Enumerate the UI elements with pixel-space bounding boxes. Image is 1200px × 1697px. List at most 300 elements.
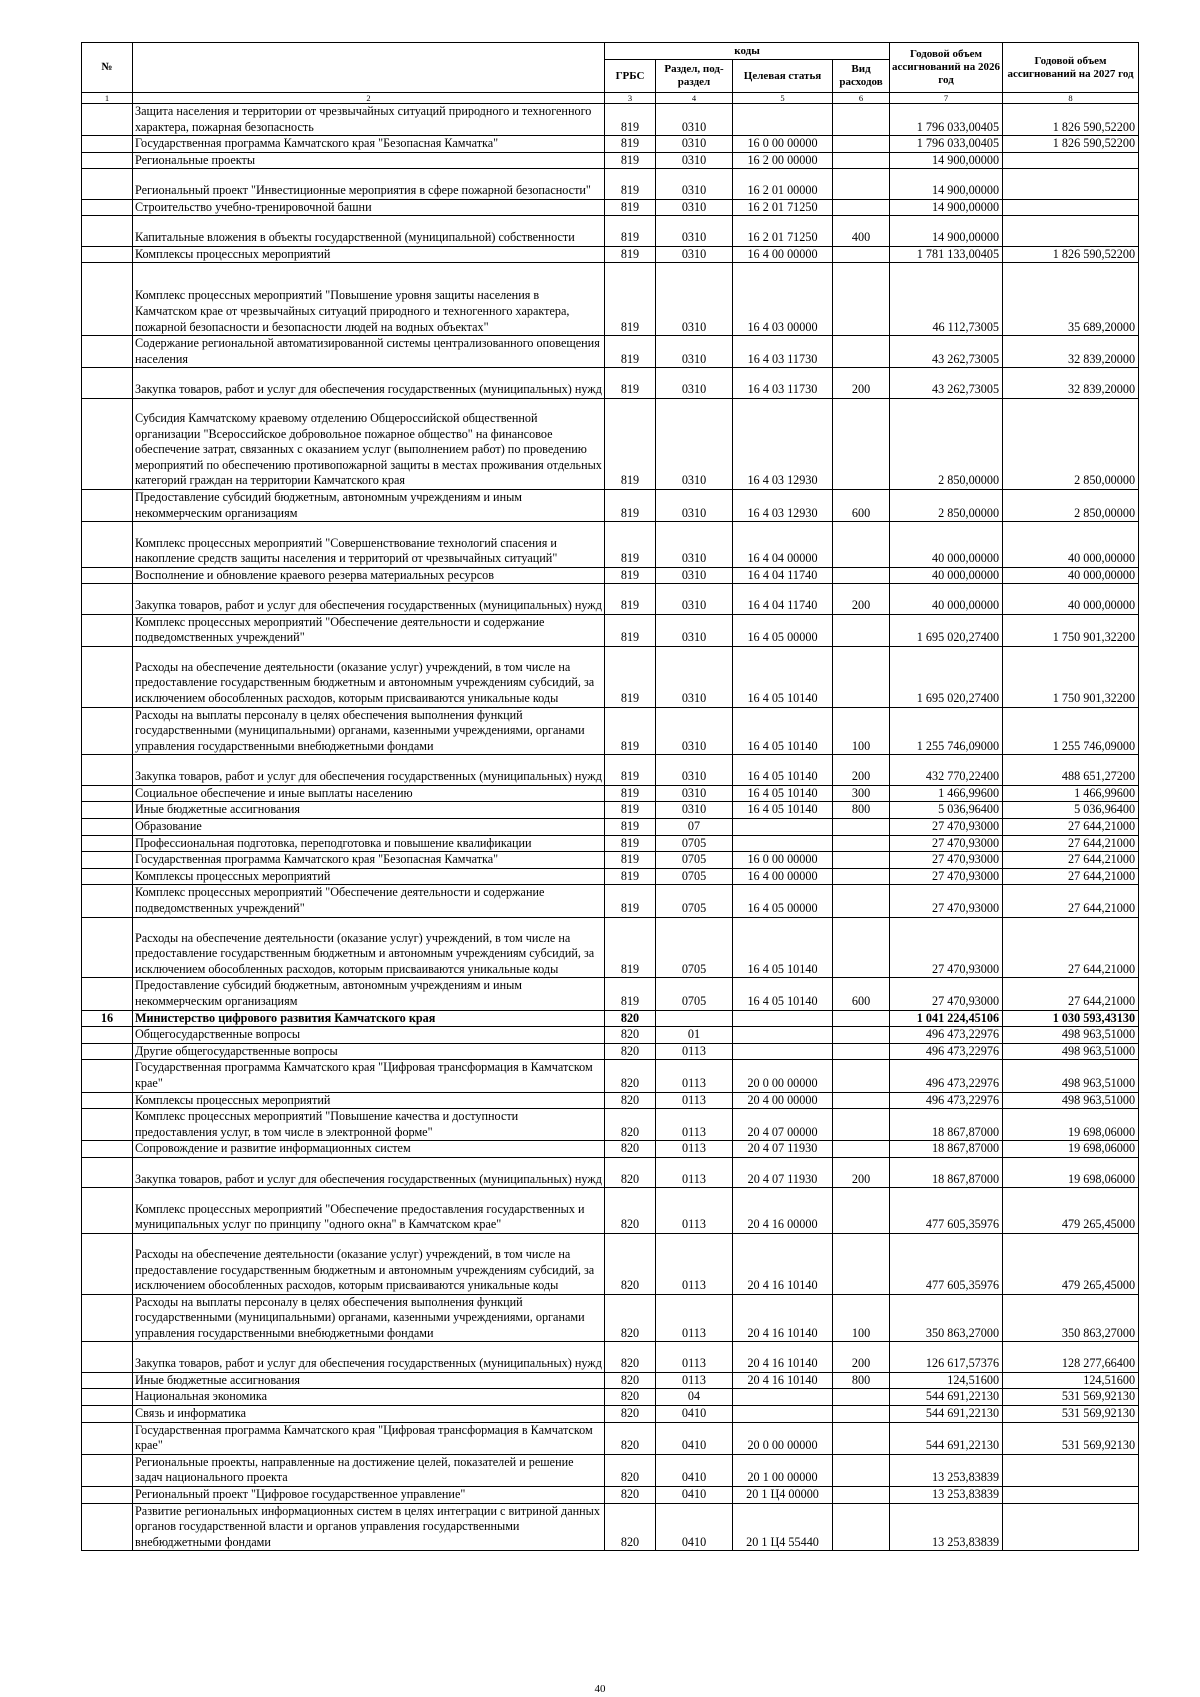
row-section: 0310 [656, 646, 733, 707]
row-grbs: 819 [605, 707, 656, 755]
row-amount-2026: 1 695 020,27400 [890, 646, 1003, 707]
row-amount-2026: 13 253,83839 [890, 1503, 1003, 1551]
table-row [82, 199, 1139, 216]
table-row [82, 614, 1139, 646]
row-section: 0113 [656, 1109, 733, 1141]
row-section: 0310 [656, 263, 733, 336]
row-amount-2026: 27 470,93000 [890, 819, 1003, 836]
row-amount-2027: 27 644,21000 [1003, 819, 1139, 836]
row-amount-2027: 5 036,96400 [1003, 802, 1139, 819]
row-target-article: 16 4 05 00000 [733, 614, 833, 646]
row-section: 0310 [656, 614, 733, 646]
row-grbs: 819 [605, 646, 656, 707]
table-row [82, 1233, 1139, 1294]
row-section: 07 [656, 819, 733, 836]
row-amount-2027: 498 963,51000 [1003, 1043, 1139, 1060]
row-expense-type: 200 [833, 584, 890, 614]
row-number [82, 336, 133, 368]
row-amount-2027: 1 826 590,52200 [1003, 104, 1139, 136]
table-row [82, 1422, 1139, 1454]
row-target-article: 20 0 00 00000 [733, 1422, 833, 1454]
table-body [82, 104, 1139, 1551]
table-row [82, 584, 1139, 614]
table-row [82, 169, 1139, 199]
row-amount-2026: 18 867,87000 [890, 1109, 1003, 1141]
row-number [82, 1060, 133, 1092]
row-target-article [733, 104, 833, 136]
row-amount-2026: 1 255 746,09000 [890, 707, 1003, 755]
row-section: 0410 [656, 1487, 733, 1504]
row-expense-type: 200 [833, 1157, 890, 1187]
row-amount-2027 [1003, 1487, 1139, 1504]
row-target-article: 20 4 16 10140 [733, 1372, 833, 1389]
row-name: Социальное обеспечение и иные выплаты населению [133, 785, 605, 802]
row-number [82, 885, 133, 917]
table-row [82, 216, 1139, 246]
row-amount-2026: 43 262,73005 [890, 368, 1003, 398]
row-grbs: 819 [605, 136, 656, 153]
column-number-2: 2 [133, 93, 605, 104]
row-amount-2027: 498 963,51000 [1003, 1027, 1139, 1044]
row-section: 0310 [656, 707, 733, 755]
row-name: Комплекс процессных мероприятий "Обеспечение деятельности и содержание подведомственных учреждений" [133, 885, 605, 917]
row-number [82, 802, 133, 819]
row-section: 0410 [656, 1406, 733, 1423]
row-expense-type [833, 246, 890, 263]
column-number-4: 4 [656, 93, 733, 104]
row-expense-type [833, 199, 890, 216]
row-target-article: 16 4 03 11730 [733, 368, 833, 398]
row-section: 0410 [656, 1503, 733, 1551]
row-name: Закупка товаров, работ и услуг для обеспечения государственных (муниципальных) нужд [133, 368, 605, 398]
row-target-article: 20 1 00 00000 [733, 1454, 833, 1486]
row-section: 0310 [656, 584, 733, 614]
row-target-article: 16 4 04 00000 [733, 522, 833, 568]
row-number [82, 1487, 133, 1504]
row-name: Закупка товаров, работ и услуг для обеспечения государственных (муниципальных) нужд [133, 584, 605, 614]
row-amount-2026: 350 863,27000 [890, 1294, 1003, 1342]
row-name: Расходы на выплаты персоналу в целях обеспечения выполнения функций государственными (муниципальными) органами, казенными учреждениями, органами управления государственными внебюджетными фондами [133, 1294, 605, 1342]
row-expense-type: 300 [833, 785, 890, 802]
row-number [82, 1503, 133, 1551]
table-row [82, 1092, 1139, 1109]
row-name: Расходы на обеспечение деятельности (оказание услуг) учреждений, в том числе на предоставление государственным бюджетным и автономным учреждениям субсидий, за исключением обособленных расходов, которым присваиваются уникальные коды [133, 646, 605, 707]
row-grbs: 820 [605, 1010, 656, 1027]
row-name: Профессиональная подготовка, переподготовка и повышение квалификации [133, 835, 605, 852]
row-target-article: 16 2 01 71250 [733, 216, 833, 246]
header-target: Целевая статья [733, 60, 833, 93]
row-target-article: 16 4 05 10140 [733, 646, 833, 707]
row-amount-2026: 2 850,00000 [890, 398, 1003, 489]
row-target-article: 16 2 01 00000 [733, 169, 833, 199]
row-section: 0310 [656, 336, 733, 368]
row-expense-type [833, 398, 890, 489]
row-grbs: 820 [605, 1109, 656, 1141]
header-2027: Годовой объем ассигнований на 2027 год [1003, 43, 1139, 93]
row-grbs: 820 [605, 1389, 656, 1406]
row-name: Субсидия Камчатскому краевому отделению Общероссийской общественной организации "Всероссийское добровольное пожарное общество" на финансовое обеспечение затрат, связанных с оказанием услуг (выполнением работ) по проведению мероприятий по обеспечению противопожарной защиты в местах проживания отдельных категорий граждан на территории Камчатского края [133, 398, 605, 489]
row-name: Защита населения и территории от чрезвычайных ситуаций природного и техногенного характера, пожарная безопасность [133, 104, 605, 136]
row-amount-2026: 14 900,00000 [890, 216, 1003, 246]
column-number-1: 1 [82, 93, 133, 104]
row-section: 0310 [656, 246, 733, 263]
row-target-article [733, 835, 833, 852]
table-row [82, 852, 1139, 869]
row-expense-type [833, 1406, 890, 1423]
row-name: Связь и информатика [133, 1406, 605, 1423]
row-name: Развитие региональных информационных систем в целях интеграции с витриной данных органов государственной власти и органов управления государственными внебюджетными фондами [133, 1503, 605, 1551]
row-number [82, 646, 133, 707]
row-name: Региональный проект "Инвестиционные мероприятия в сфере пожарной безопасности" [133, 169, 605, 199]
table-row [82, 1454, 1139, 1486]
row-grbs: 819 [605, 584, 656, 614]
row-section: 0113 [656, 1372, 733, 1389]
row-number [82, 1233, 133, 1294]
row-section: 0113 [656, 1157, 733, 1187]
row-expense-type [833, 104, 890, 136]
row-name: Региональные проекты [133, 152, 605, 169]
row-number [82, 1342, 133, 1372]
row-amount-2027: 1 826 590,52200 [1003, 136, 1139, 153]
table-row [82, 1157, 1139, 1187]
row-section: 0310 [656, 368, 733, 398]
table-row [82, 1389, 1139, 1406]
row-grbs: 819 [605, 785, 656, 802]
row-section: 0310 [656, 755, 733, 785]
row-grbs: 820 [605, 1454, 656, 1486]
row-amount-2026: 27 470,93000 [890, 978, 1003, 1010]
row-expense-type [833, 336, 890, 368]
row-amount-2026: 1 041 224,45106 [890, 1010, 1003, 1027]
row-amount-2027: 32 839,20000 [1003, 368, 1139, 398]
row-grbs: 820 [605, 1157, 656, 1187]
row-amount-2026: 1 695 020,27400 [890, 614, 1003, 646]
row-number [82, 368, 133, 398]
row-expense-type: 600 [833, 978, 890, 1010]
row-expense-type [833, 1188, 890, 1234]
row-amount-2026: 496 473,22976 [890, 1027, 1003, 1044]
row-grbs: 820 [605, 1294, 656, 1342]
row-name: Национальная экономика [133, 1389, 605, 1406]
column-number-3: 3 [605, 93, 656, 104]
row-name: Комплексы процессных мероприятий [133, 868, 605, 885]
row-number [82, 1027, 133, 1044]
row-expense-type [833, 1454, 890, 1486]
row-name: Другие общегосударственные вопросы [133, 1043, 605, 1060]
row-expense-type [833, 917, 890, 978]
row-target-article [733, 1010, 833, 1027]
row-name: Комплекс процессных мероприятий "Повышение уровня защиты населения в Камчатском крае от чрезвычайных ситуаций природного и техногенного характера, пожарной безопасности и безопасности людей на водных объектах" [133, 263, 605, 336]
header-number: № [82, 43, 133, 93]
row-grbs: 820 [605, 1141, 656, 1158]
row-amount-2026: 126 617,57376 [890, 1342, 1003, 1372]
row-name: Иные бюджетные ассигнования [133, 802, 605, 819]
row-section: 0310 [656, 136, 733, 153]
row-target-article [733, 1406, 833, 1423]
row-amount-2026: 40 000,00000 [890, 584, 1003, 614]
row-expense-type [833, 136, 890, 153]
row-grbs: 820 [605, 1422, 656, 1454]
row-number [82, 567, 133, 584]
row-number [82, 868, 133, 885]
row-expense-type [833, 1141, 890, 1158]
row-name: Расходы на обеспечение деятельности (оказание услуг) учреждений, в том числе на предоставление государственным бюджетным и автономным учреждениям субсидий, за исключением обособленных расходов, которым присваиваются уникальные коды [133, 917, 605, 978]
row-grbs: 819 [605, 368, 656, 398]
row-grbs: 819 [605, 199, 656, 216]
row-name: Государственная программа Камчатского края "Цифровая трансформация в Камчатском крае" [133, 1060, 605, 1092]
row-target-article: 20 4 16 00000 [733, 1188, 833, 1234]
row-expense-type: 800 [833, 1372, 890, 1389]
row-number [82, 1454, 133, 1486]
row-expense-type [833, 1027, 890, 1044]
row-name: Комплекс процессных мероприятий "Обеспечение деятельности и содержание подведомственных учреждений" [133, 614, 605, 646]
row-number [82, 1294, 133, 1342]
row-number [82, 216, 133, 246]
row-expense-type: 200 [833, 755, 890, 785]
row-amount-2027: 35 689,20000 [1003, 263, 1139, 336]
row-target-article: 16 2 00 00000 [733, 152, 833, 169]
row-amount-2026: 27 470,93000 [890, 868, 1003, 885]
row-section: 0113 [656, 1294, 733, 1342]
row-number [82, 978, 133, 1010]
row-amount-2026: 1 781 133,00405 [890, 246, 1003, 263]
row-grbs: 819 [605, 819, 656, 836]
table-row [82, 1406, 1139, 1423]
table-row [82, 646, 1139, 707]
row-name: Предоставление субсидий бюджетным, автономным учреждениям и иным некоммерческим организациям [133, 489, 605, 521]
header-section: Раздел, под-раздел [656, 60, 733, 93]
row-section: 0705 [656, 868, 733, 885]
row-grbs: 820 [605, 1372, 656, 1389]
row-section: 0113 [656, 1233, 733, 1294]
row-amount-2026: 496 473,22976 [890, 1043, 1003, 1060]
row-section: 0310 [656, 169, 733, 199]
row-amount-2027: 531 569,92130 [1003, 1389, 1139, 1406]
row-amount-2026: 14 900,00000 [890, 199, 1003, 216]
row-name: Государственная программа Камчатского края "Безопасная Камчатка" [133, 136, 605, 153]
row-amount-2026: 40 000,00000 [890, 567, 1003, 584]
row-expense-type [833, 1487, 890, 1504]
row-amount-2026: 40 000,00000 [890, 522, 1003, 568]
row-name: Министерство цифрового развития Камчатского края [133, 1010, 605, 1027]
row-section: 0113 [656, 1092, 733, 1109]
row-amount-2026: 18 867,87000 [890, 1157, 1003, 1187]
table-row [82, 1487, 1139, 1504]
row-amount-2026: 432 770,22400 [890, 755, 1003, 785]
row-grbs: 819 [605, 169, 656, 199]
row-target-article [733, 1027, 833, 1044]
row-expense-type: 100 [833, 707, 890, 755]
row-expense-type [833, 1503, 890, 1551]
row-grbs: 820 [605, 1233, 656, 1294]
row-expense-type [833, 169, 890, 199]
row-section: 0410 [656, 1422, 733, 1454]
row-section [656, 1010, 733, 1027]
row-name: Предоставление субсидий бюджетным, автономным учреждениям и иным некоммерческим организациям [133, 978, 605, 1010]
row-number [82, 1372, 133, 1389]
row-grbs: 819 [605, 917, 656, 978]
row-amount-2027: 19 698,06000 [1003, 1141, 1139, 1158]
row-section: 0310 [656, 785, 733, 802]
table-row [82, 489, 1139, 521]
row-name: Капитальные вложения в объекты государственной (муниципальной) собственности [133, 216, 605, 246]
table-row [82, 802, 1139, 819]
table-row [82, 1503, 1139, 1551]
row-name: Расходы на обеспечение деятельности (оказание услуг) учреждений, в том числе на предоставление государственным бюджетным и автономным учреждениям субсидий, за исключением обособленных расходов, которым присваиваются уникальные коды [133, 1233, 605, 1294]
row-amount-2026: 27 470,93000 [890, 885, 1003, 917]
table-row [82, 755, 1139, 785]
row-number [82, 917, 133, 978]
row-name: Комплекс процессных мероприятий "Обеспечение предоставления государственных и муниципальных услуг по принципу "одного окна" в Камчатском крае" [133, 1188, 605, 1234]
row-name: Закупка товаров, работ и услуг для обеспечения государственных (муниципальных) нужд [133, 755, 605, 785]
row-number [82, 104, 133, 136]
row-grbs: 820 [605, 1487, 656, 1504]
row-expense-type [833, 1233, 890, 1294]
row-name: Региональный проект "Цифровое государственное управление" [133, 1487, 605, 1504]
row-number [82, 819, 133, 836]
table-row [82, 1043, 1139, 1060]
row-section: 0113 [656, 1043, 733, 1060]
row-expense-type [833, 885, 890, 917]
row-amount-2027: 1 030 593,43130 [1003, 1010, 1139, 1027]
row-target-article: 16 4 03 00000 [733, 263, 833, 336]
row-amount-2026: 1 796 033,00405 [890, 104, 1003, 136]
row-grbs: 819 [605, 614, 656, 646]
row-number [82, 852, 133, 869]
row-name: Комплексы процессных мероприятий [133, 246, 605, 263]
row-grbs: 820 [605, 1092, 656, 1109]
row-name: Общегосударственные вопросы [133, 1027, 605, 1044]
row-name: Содержание региональной автоматизированной системы централизованного оповещения населения [133, 336, 605, 368]
row-target-article: 20 4 07 11930 [733, 1141, 833, 1158]
row-grbs: 819 [605, 852, 656, 869]
row-amount-2027 [1003, 169, 1139, 199]
row-target-article: 20 4 16 10140 [733, 1342, 833, 1372]
row-amount-2027: 488 651,27200 [1003, 755, 1139, 785]
row-amount-2027: 19 698,06000 [1003, 1157, 1139, 1187]
table-row [82, 1027, 1139, 1044]
row-number [82, 1043, 133, 1060]
row-amount-2027: 498 963,51000 [1003, 1092, 1139, 1109]
row-target-article: 20 4 16 10140 [733, 1294, 833, 1342]
row-section: 0113 [656, 1188, 733, 1234]
row-target-article: 16 4 05 10140 [733, 707, 833, 755]
row-target-article: 16 4 05 10140 [733, 755, 833, 785]
row-name: Комплекс процессных мероприятий "Совершенствование технологий спасения и накопление средств защиты населения и территорий от чрезвычайных ситуаций" [133, 522, 605, 568]
row-number [82, 522, 133, 568]
header-grbs: ГРБС [605, 60, 656, 93]
row-number [82, 1406, 133, 1423]
row-target-article: 16 4 05 10140 [733, 785, 833, 802]
row-amount-2027 [1003, 199, 1139, 216]
row-number [82, 584, 133, 614]
row-target-article: 16 4 03 12930 [733, 398, 833, 489]
row-expense-type: 800 [833, 802, 890, 819]
row-amount-2027: 1 826 590,52200 [1003, 246, 1139, 263]
row-amount-2026: 1 796 033,00405 [890, 136, 1003, 153]
row-amount-2027 [1003, 1454, 1139, 1486]
row-target-article: 16 4 05 00000 [733, 885, 833, 917]
table-row [82, 1188, 1139, 1234]
table-row [82, 246, 1139, 263]
row-grbs: 819 [605, 868, 656, 885]
row-number [82, 489, 133, 521]
table-row [82, 567, 1139, 584]
row-target-article: 16 4 05 10140 [733, 978, 833, 1010]
row-target-article: 16 4 03 11730 [733, 336, 833, 368]
row-amount-2027: 19 698,06000 [1003, 1109, 1139, 1141]
row-grbs: 819 [605, 567, 656, 584]
row-name: Государственная программа Камчатского края "Цифровая трансформация в Камчатском крае" [133, 1422, 605, 1454]
row-target-article: 16 4 00 00000 [733, 246, 833, 263]
row-number: 16 [82, 1010, 133, 1027]
row-grbs: 819 [605, 216, 656, 246]
row-grbs: 820 [605, 1342, 656, 1372]
row-section: 0410 [656, 1454, 733, 1486]
row-section: 0310 [656, 398, 733, 489]
row-section: 0113 [656, 1060, 733, 1092]
row-number [82, 1422, 133, 1454]
header-codes: коды [605, 43, 890, 60]
row-grbs: 820 [605, 1027, 656, 1044]
row-name: Иные бюджетные ассигнования [133, 1372, 605, 1389]
row-grbs: 819 [605, 246, 656, 263]
row-amount-2027 [1003, 216, 1139, 246]
row-amount-2027: 128 277,66400 [1003, 1342, 1139, 1372]
row-section: 0705 [656, 917, 733, 978]
row-section: 0113 [656, 1141, 733, 1158]
row-number [82, 614, 133, 646]
row-target-article: 16 4 05 10140 [733, 802, 833, 819]
row-amount-2026: 27 470,93000 [890, 852, 1003, 869]
row-amount-2027: 531 569,92130 [1003, 1406, 1139, 1423]
row-grbs: 819 [605, 835, 656, 852]
row-expense-type [833, 567, 890, 584]
row-number [82, 1389, 133, 1406]
row-amount-2026: 43 262,73005 [890, 336, 1003, 368]
row-amount-2026: 13 253,83839 [890, 1487, 1003, 1504]
row-amount-2027: 27 644,21000 [1003, 868, 1139, 885]
row-amount-2026: 124,51600 [890, 1372, 1003, 1389]
row-target-article: 16 0 00 00000 [733, 136, 833, 153]
table-row [82, 263, 1139, 336]
row-expense-type: 200 [833, 1342, 890, 1372]
row-expense-type [833, 152, 890, 169]
row-amount-2027: 40 000,00000 [1003, 522, 1139, 568]
table-row [82, 368, 1139, 398]
row-amount-2027: 531 569,92130 [1003, 1422, 1139, 1454]
row-name: Комплексы процессных мероприятий [133, 1092, 605, 1109]
row-expense-type [833, 835, 890, 852]
table-row [82, 152, 1139, 169]
row-amount-2026: 27 470,93000 [890, 917, 1003, 978]
row-name: Сопровождение и развитие информационных систем [133, 1141, 605, 1158]
row-amount-2027: 27 644,21000 [1003, 835, 1139, 852]
column-number-5: 5 [733, 93, 833, 104]
row-grbs: 820 [605, 1043, 656, 1060]
row-target-article [733, 1043, 833, 1060]
row-amount-2026: 2 850,00000 [890, 489, 1003, 521]
row-amount-2027: 498 963,51000 [1003, 1060, 1139, 1092]
table-row [82, 136, 1139, 153]
row-amount-2027 [1003, 1503, 1139, 1551]
row-section: 0310 [656, 104, 733, 136]
row-grbs: 819 [605, 755, 656, 785]
row-name: Региональные проекты, направленные на достижение целей, показателей и решение задач национального проекта [133, 1454, 605, 1486]
row-target-article: 16 2 01 71250 [733, 199, 833, 216]
column-number-6: 6 [833, 93, 890, 104]
row-amount-2026: 496 473,22976 [890, 1092, 1003, 1109]
